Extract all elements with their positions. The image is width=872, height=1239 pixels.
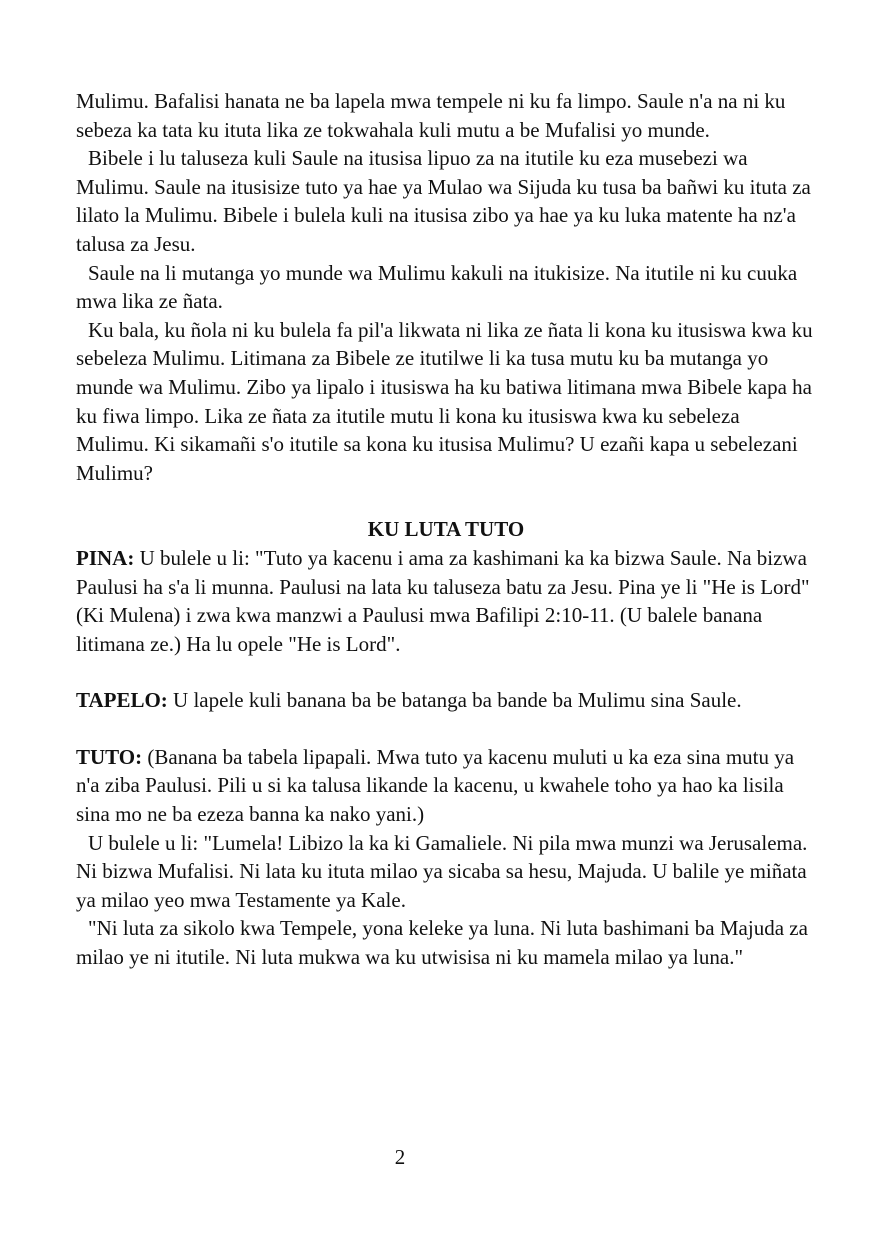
page-body (76, 87, 816, 972)
pina-label: PINA: (76, 545, 135, 570)
body-paragraph-3: Saule na li mutanga yo munde wa Mulimu kakuli na itukisize. Na itutile ni ku cuuka mwa lika ze ñata. (76, 260, 798, 314)
tuto-paragraph (76, 743, 816, 829)
page-number: 2 (394, 1145, 406, 1169)
tuto-label: TUTO: (76, 744, 143, 769)
tapelo-label: TAPELO: (76, 688, 168, 713)
tapelo-paragraph (76, 686, 816, 715)
tuto-text: (Banana ba tabela lipapali. Mwa tuto ya kacenu muluti u ka eza sina mutu ya n'a ziba Paulusi. Pili u si ka talusa likande la kacenu, u kwahele toho ya hao ka lisila sina mo ne ba ezeza banna ka nako yani.) (76, 744, 795, 827)
tuto-paragraph-3: "Ni luta za sikolo kwa Tempele, yona keleke ya luna. Ni luta bashimani ba Majuda za milao ye ni itutile. Ni luta mukwa wa ku utwisisa ni ku mamela milao ya luna." (76, 916, 808, 970)
tuto-paragraph-2: U bulele u li: "Lumela! Libizo la ka ki Gamaliele. Ni pila mwa munzi wa Jerusalema. Ni bizwa Mufalisi. Ni lata ku ituta milao ya sicaba sa hesu, Majuda. U balile ye miñata ya milao yeo mwa Testamente ya Kale. (76, 830, 808, 912)
tapelo-text: U lapele kuli banana ba be batanga ba bande ba Mulimu sina Saule. (167, 688, 742, 713)
pina-paragraph (76, 544, 816, 658)
section-heading: KU LUTA TUTO (367, 517, 525, 542)
body-paragraph-2: Bibele i lu taluseza kuli Saule na itusisa lipuo za na itutile ku eza musebezi wa Mulimu. Saule na itusisize tuto ya hae ya Mulao wa Sijuda ku tusa ba bañwi ku ituta za lilato la Mulimu. Bibele i bulela kuli na itusisa zibo ya hae ya ku luka matente ha nz'a talusa za Jesu. (76, 146, 811, 256)
body-paragraph-4: Ku bala, ku ñola ni ku bulela fa pil'a likwata ni lika ze ñata li kona ku itusiswa kwa ku sebeleza Mulimu. Litimana za Bibele ze itutilwe li ka tusa mutu ku ba mutanga yo munde wa Mulimu. Zibo ya lipalo i itusiswa ha ku batiwa litimana mwa Bibele kapa ha ku fiwa limpo. Lika ze ñata za itutile mutu li kona ku itusiswa kwa ku sebeleza Mulimu. Ki sikamañi s'o itutile sa kona ku itusisa Mulimu? U ezañi kapa u sebelezani Mulimu? (76, 317, 813, 485)
pina-text: U bulele u li: "Tuto ya kacenu i ama za kashimani ka ka bizwa Saule. Na bizwa Paulusi ha s'a li munna. Paulusi na lata ku taluseza batu za Jesu. Pina ye li "He is Lord" (Ki Mulena) i zwa kwa manzwi a Paulusi mwa Bafilipi 2:10-11. (U balele banana litimana ze.) Ha lu opele "He is Lord". (76, 545, 810, 656)
body-paragraph-1: Mulimu. Bafalisi hanata ne ba lapela mwa tempele ni ku fa limpo. Saule n'a na ni ku sebeza ka tata ku ituta lika ze tokwahala kuli mutu a be Mufalisi yo munde. (76, 89, 786, 142)
